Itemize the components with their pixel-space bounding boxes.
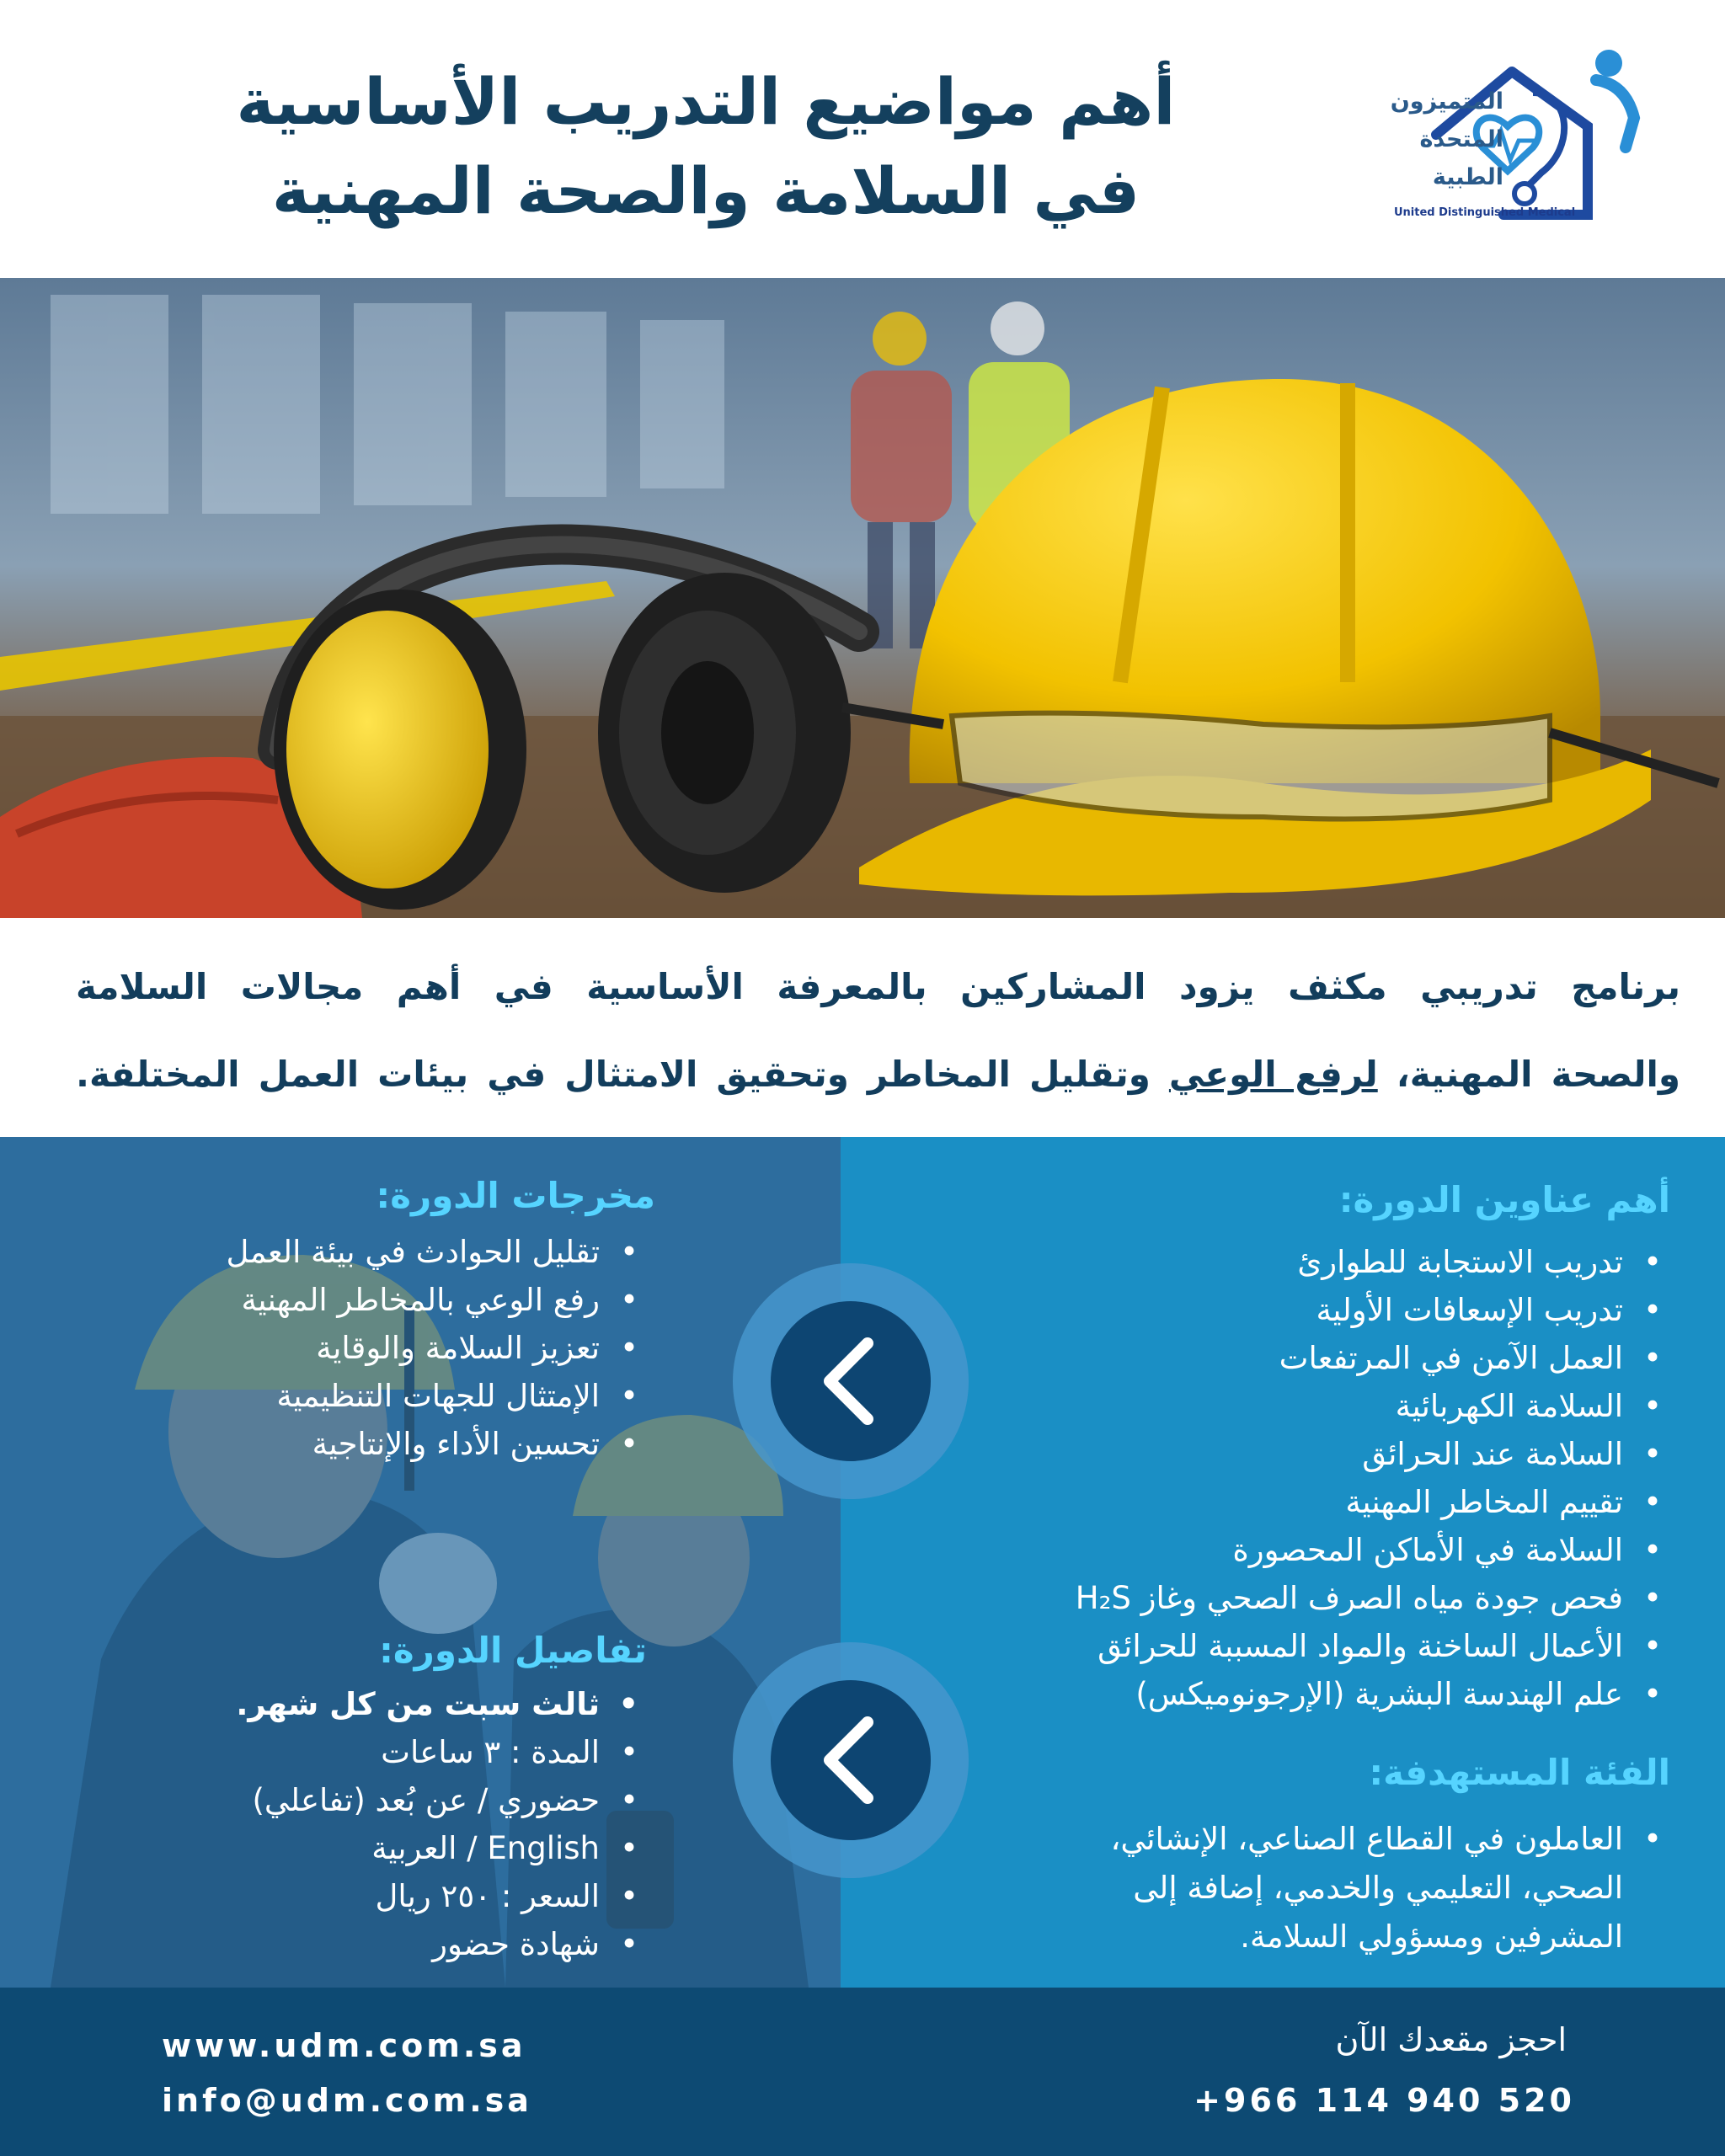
- details-list: [236, 1680, 638, 1968]
- page-title: [150, 57, 1262, 236]
- intro-underlined: لرفع الوعي: [1168, 1054, 1378, 1095]
- list-item: • English / العربية: [236, 1824, 638, 1872]
- list-item: • السلامة في الأماكن المحصورة: [1076, 1526, 1662, 1574]
- list-item: • العمل الآمن في المرتفعات: [1076, 1334, 1662, 1382]
- safety-equipment-illustration: [0, 278, 1725, 918]
- list-item: • السعر : ٢٥٠ ريال: [236, 1872, 638, 1920]
- arrow-button-top[interactable]: [733, 1263, 969, 1499]
- list-item: • شهادة حضور: [236, 1920, 638, 1968]
- title-line-1: أهم مواضيع التدريب الأساسية: [236, 64, 1176, 139]
- list-item: • الإمتثال للجهات التنظيمية: [227, 1372, 638, 1420]
- list-item: • تدريب الاستجابة للطوارئ: [1076, 1238, 1662, 1286]
- phone-number[interactable]: +966 114 940 520: [1194, 2082, 1575, 2119]
- company-logo: [1390, 46, 1664, 227]
- list-item: • علم الهندسة البشرية (الإرجونوميكس): [1076, 1670, 1662, 1718]
- logo-text-ar-3: الطبية: [1432, 164, 1503, 190]
- list-item: • الأعمال الساخنة والمواد المسببة للحرائق: [1076, 1622, 1662, 1670]
- title-line-2: في السلامة والصحة المهنية: [271, 153, 1140, 228]
- hero-image: [0, 278, 1725, 918]
- intro-line-2-end: وتقليل المخاطر وتحقيق الامتثال في بيئات العمل المختلفة.: [76, 1054, 1169, 1095]
- footer: [0, 1988, 1725, 2156]
- outcomes-list: [227, 1228, 638, 1468]
- topics-title: أهم عناوين الدورة:: [1338, 1179, 1670, 1220]
- list-item: • تقليل الحوادث في بيئة العمل: [227, 1228, 638, 1276]
- list-item: • فحص جودة مياه الصرف الصحي وغاز H₂S: [1076, 1574, 1662, 1622]
- intro-line-2: [76, 1031, 1680, 1118]
- logo-text-en: United Distinguished Medical: [1394, 206, 1576, 219]
- list-item: • ثالث سبت من كل شهر.: [236, 1680, 638, 1728]
- chevron-left-icon: [771, 1680, 931, 1840]
- topics-list: [1076, 1238, 1662, 1718]
- list-item: • رفع الوعي بالمخاطر المهنية: [227, 1276, 638, 1324]
- logo-text-ar-2: المتحدة: [1419, 126, 1503, 152]
- intro-line-2-start: والصحة المهنية،: [1377, 1054, 1680, 1095]
- details-title: تفاصيل الدورة:: [379, 1630, 647, 1671]
- list-item: • تدريب الإسعافات الأولية: [1076, 1286, 1662, 1334]
- list-item: • السلامة عند الحرائق: [1076, 1430, 1662, 1478]
- intro-line-1: برنامج تدريبي مكثف يزود المشاركين بالمعرفة الأساسية في أهم مجالات السلامة: [76, 966, 1680, 1007]
- logo-text-ar-1: المتميزون: [1390, 88, 1503, 115]
- cta-text: احجز مقعدك الآن: [1335, 2021, 1567, 2058]
- chevron-left-icon: [771, 1301, 931, 1461]
- target-title: الفئة المستهدفة:: [1369, 1752, 1670, 1793]
- arrow-button-bottom[interactable]: [733, 1642, 969, 1878]
- list-item: • السلامة الكهربائية: [1076, 1382, 1662, 1430]
- target-text: • العاملون في القطاع الصناعي، الإنشائي، الصحي، التعليمي والخدمي، إضافة إلى المشرفين ومسؤولي السلامة.: [1000, 1815, 1662, 1961]
- website-link[interactable]: www.udm.com.sa: [162, 2027, 526, 2064]
- list-item: • المدة : ٣ ساعات: [236, 1728, 638, 1776]
- list-item: • تعزيز السلامة والوقاية: [227, 1324, 638, 1372]
- outcomes-title: مخرجات الدورة:: [376, 1175, 655, 1216]
- list-item: • تقييم المخاطر المهنية: [1076, 1478, 1662, 1526]
- email-link[interactable]: info@udm.com.sa: [162, 2082, 532, 2119]
- intro-paragraph: [76, 943, 1680, 1118]
- list-item: • تحسين الأداء والإنتاجية: [227, 1420, 638, 1468]
- list-item: • حضوري / عن بُعد (تفاعلي): [236, 1776, 638, 1824]
